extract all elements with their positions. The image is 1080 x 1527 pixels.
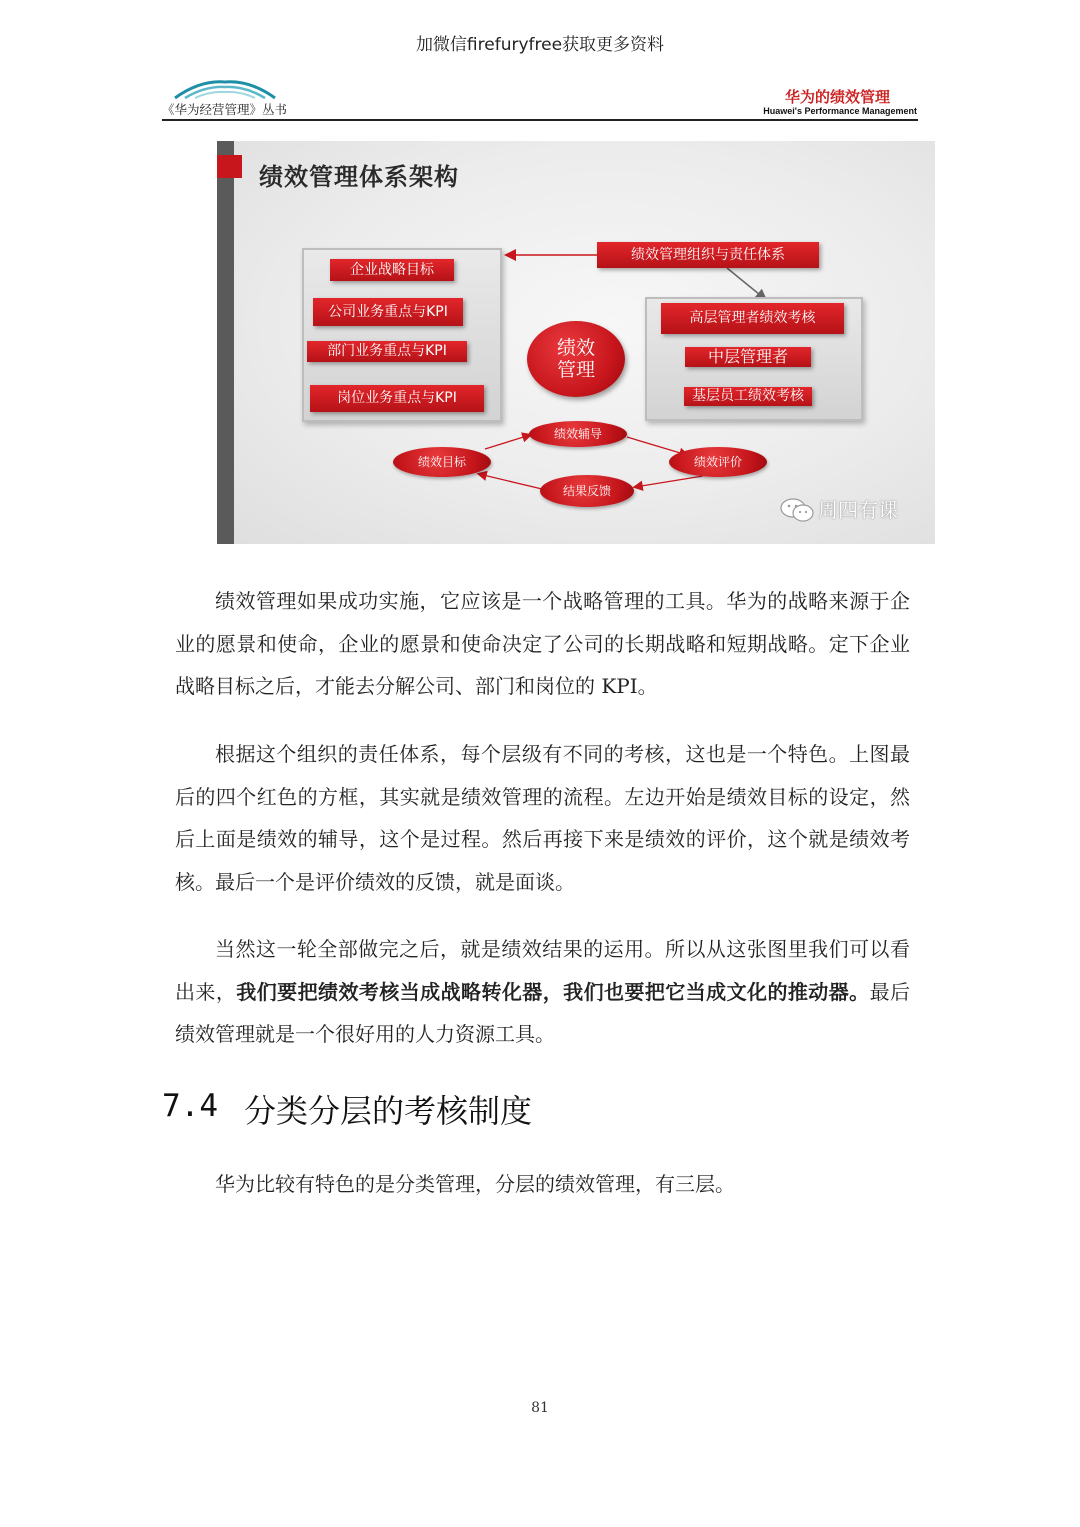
cycle-evaluation: 绩效评价 xyxy=(669,447,767,477)
section-title: 分类分层的考核制度 xyxy=(244,1092,533,1130)
series-logo-icon xyxy=(170,78,280,100)
brand-title-en: Huawei's Performance Management xyxy=(763,106,917,116)
paragraph-4: 华为比较有特色的是分类管理，分层的绩效管理，有三层。 xyxy=(215,1172,735,1196)
slide-title: 绩效管理体系架构 xyxy=(259,163,459,191)
wechat-icon xyxy=(779,497,815,523)
paragraph-3-tail: 最后绩效管理就是一个很好用的人力资源工具。 xyxy=(175,979,911,1046)
cycle-goals: 绩效目标 xyxy=(393,447,491,477)
box-position-kpi: 岗位业务重点与KPI xyxy=(310,385,484,412)
cycle-coaching: 绩效辅导 xyxy=(529,421,627,447)
paragraph-3-lead: 当然这一轮全部做完之后，就是绩效结果的运用。所以从这张图里我们可以看出来， xyxy=(175,937,910,1004)
paragraph-3 xyxy=(175,928,910,1056)
center-performance-circle xyxy=(527,321,625,397)
paragraph-2: 根据这个组织的责任体系，每个层级有不同的考核，这也是一个特色。上图最后的四个红色的方框，其实就是绩效管理的流程。左边开始是绩效目标的设定，然后上面是绩效的辅导，这个是过程。然后再接下来是绩效的评价，这个就是绩效考核。最后一个是评价绩效的反馈，就是面谈。 xyxy=(175,742,910,894)
page-number: 81 xyxy=(531,1400,549,1416)
center-circle-line-1: 绩效 xyxy=(556,337,595,359)
box-company-kpi: 公司业务重点与KPI xyxy=(313,298,463,326)
header-divider xyxy=(162,119,918,121)
section-number: 7.4 xyxy=(162,1088,218,1124)
box-middle-manager: 中层管理者 xyxy=(685,347,811,367)
brand-title-cn: 华为的绩效管理 xyxy=(784,88,890,106)
box-enterprise-strategy: 企业战略目标 xyxy=(330,259,454,281)
slide-watermark: 周四有课 xyxy=(818,498,898,522)
box-org-responsibility: 绩效管理组织与责任体系 xyxy=(597,242,819,268)
paragraph-3-emphasis: 我们要把绩效考核当成战略转化器，我们也要把它当成文化的推动器。 xyxy=(236,979,870,1004)
paragraph-1: 绩效管理如果成功实施，它应该是一个战略管理的工具。华为的战略来源于企业的愿景和使命，企业的愿景和使命决定了公司的长期战略和短期战略。定下企业战略目标之后，才能去分解公司、部门和岗位的 KPI。 xyxy=(175,589,910,698)
center-circle-line-2: 管理 xyxy=(556,359,595,381)
slide-figure xyxy=(217,141,935,544)
cycle-feedback: 结果反馈 xyxy=(540,475,634,507)
series-title: 《华为经营管理》丛书 xyxy=(162,102,288,117)
top-banner: 加微信firefuryfree获取更多资料 xyxy=(415,35,665,55)
box-senior-manager-assessment: 高层管理者绩效考核 xyxy=(661,303,844,334)
box-department-kpi: 部门业务重点与KPI xyxy=(307,341,467,362)
box-staff-assessment: 基层员工绩效考核 xyxy=(684,387,812,406)
